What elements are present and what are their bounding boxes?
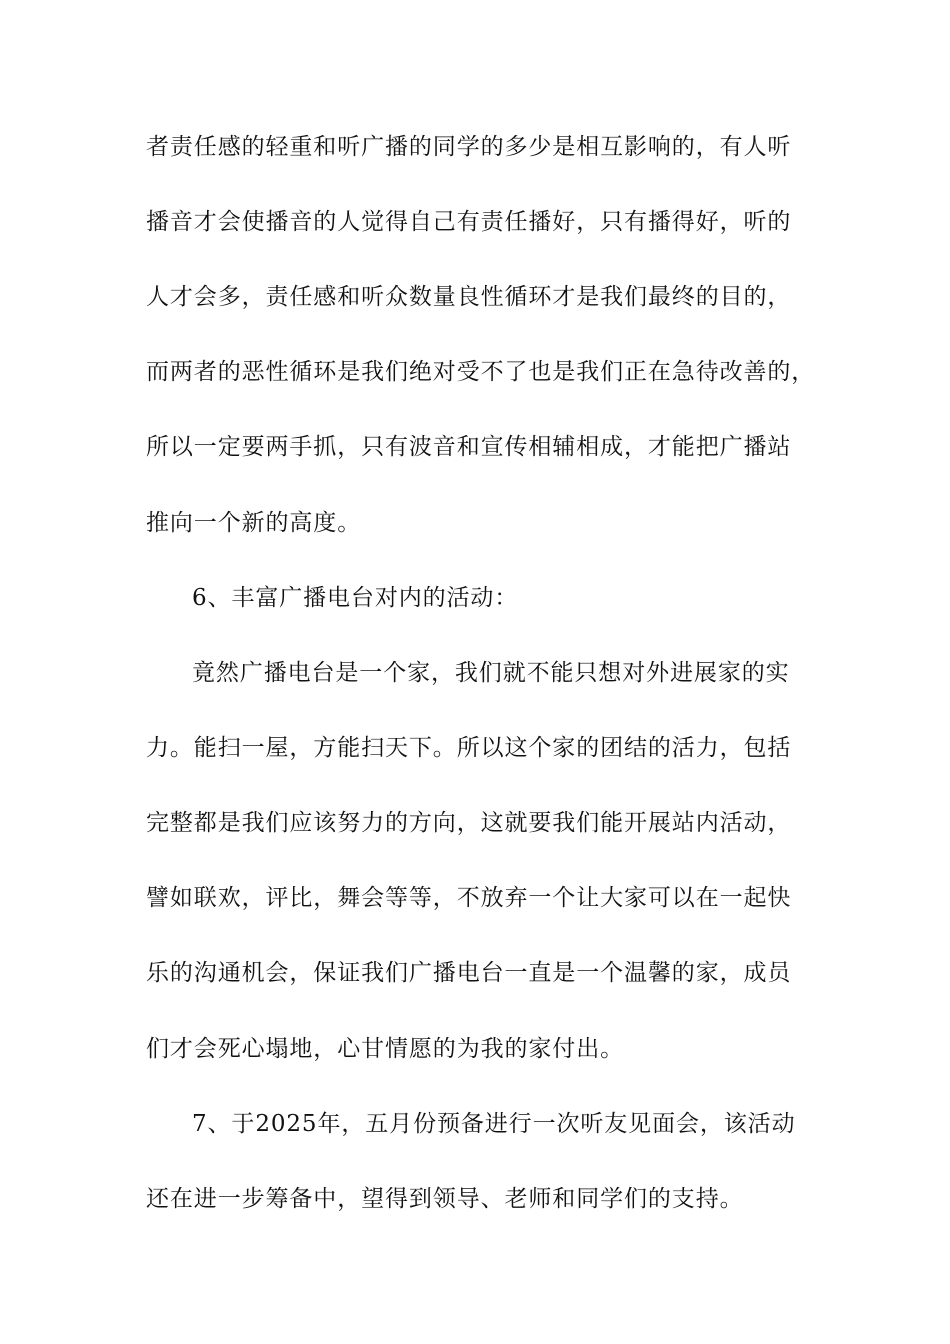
paragraph-line: 播音才会使播音的人觉得自己有责任播好，只有播得好，听的 — [146, 209, 792, 235]
paragraph-line: 还在进一步筹备中，望得到领导、老师和同学们的支持。 — [146, 1186, 744, 1212]
paragraph-line: 譬如联欢，评比，舞会等等，不放弃一个让大家可以在一起快 — [146, 885, 792, 911]
paragraph-line: 者责任感的轻重和听广播的同学的多少是相互影响的，有人听 — [146, 134, 792, 160]
paragraph-line: 所以一定要两手抓，只有波音和宣传相辅相成，才能把广播站 — [146, 434, 792, 460]
paragraph-line: 竟然广播电台是一个家，我们就不能只想对外进展家的实 — [192, 660, 790, 686]
section-heading: 7、于2025年，五月份预备进行一次听友见面会，该活动 — [192, 1111, 796, 1137]
paragraph-line: 们才会死心塌地，心甘情愿的为我的家付出。 — [146, 1036, 624, 1062]
paragraph-line: 乐的沟通机会，保证我们广播电台一直是一个温馨的家，成员 — [146, 960, 792, 986]
section-heading: 6、丰富广播电台对内的活动： — [192, 585, 519, 611]
paragraph-line: 人才会多，责任感和听众数量良性循环才是我们最终的目的， — [146, 284, 792, 310]
paragraph-line: 推向一个新的高度。 — [146, 510, 362, 536]
paragraph-line: 完整都是我们应该努力的方向，这就要我们能开展站内活动， — [146, 810, 792, 836]
paragraph-line: 而两者的恶性循环是我们绝对受不了也是我们正在急待改善的， — [146, 359, 816, 385]
paragraph-line: 力。能扫一屋，方能扫天下。所以这个家的团结的活力，包括 — [146, 735, 792, 761]
